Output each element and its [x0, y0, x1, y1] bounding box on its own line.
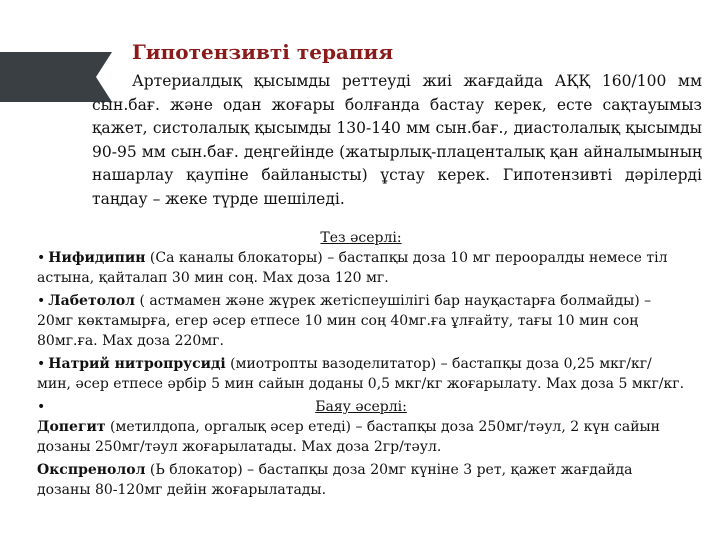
drug-name: Натрий нитропрусиді [48, 356, 226, 372]
slow-acting-heading: • Баяу әсерлі: [37, 399, 407, 415]
drug-description: (Ь блокатор) – бастапқы доза 20мг күніне 3 рет, қажет жағдайда дозаны 80-120мг дейін жоғарылатады. [37, 462, 633, 498]
drug-description: (Са каналы блокаторы) – бастапқы доза 10 мг перооралды немесе тіл астына, қайталап 30 мин соң. Мах доза 120 мг. [37, 250, 668, 286]
list-item [37, 417, 685, 457]
bullet-icon: • [37, 293, 46, 309]
bullet-icon: • [37, 399, 46, 415]
drug-name: Окспренолол [37, 462, 146, 478]
drug-list [37, 228, 685, 503]
drug-description: ( астмамен және жүрек жетіспеушілігі бар науқастарға болмайды) – 20мг көктамырға, егер әсер етпесе 10 мин соң 40мг.ға ұлғайту, тағы 10 мин соң 80мг.ға. Мах доза 220мг. [37, 293, 652, 349]
list-item [37, 291, 685, 351]
drug-name: Лабетолол [48, 293, 136, 309]
drug-description: (миотропты вазоделитатор) – бастапқы доза 0,25 мкг/кг/мин, әсер етпесе әрбір 5 мин сайын доданы 0,5 мкг/кг жоғарылату. Мах доза 5 мкг/кг. [37, 356, 685, 392]
list-item [37, 460, 685, 500]
drug-name: Допегит [37, 419, 106, 435]
list-item [37, 354, 685, 394]
list-item [37, 248, 685, 288]
intro-paragraph: Артериалдық қысымды реттеуді жиі жағдайда АҚҚ 160/100 мм сын.бағ. және одан жоғары болғанда бастау керек, есте сақтауымыз қажет, систолалық қысымды 130-140 мм сын.бағ., диастолалық қысымды 90-95 мм сын.бағ. деңгейінде (жатырлық-плаценталық қан айналымының нашарлау қаупіне байланысты) ұстау керек. Гипотензивті дәрілерді таңдау – жеке түрде шешіледі. [92, 72, 702, 208]
fast-acting-heading: Тез әсерлі: [320, 230, 402, 246]
bullet-icon: • [37, 356, 46, 372]
drug-description: (метилдопа, оргалық әсер етеді) – бастапқы доза 250мг/тәул, 2 күн сайын дозаны 250мг/тәул жоғарылатады. Мах доза 2гр/тәул. [37, 419, 661, 455]
drug-name: Нифидипин [48, 250, 146, 266]
page-title: Гипотензивті терапия [132, 40, 394, 64]
bullet-icon: • [37, 250, 46, 266]
